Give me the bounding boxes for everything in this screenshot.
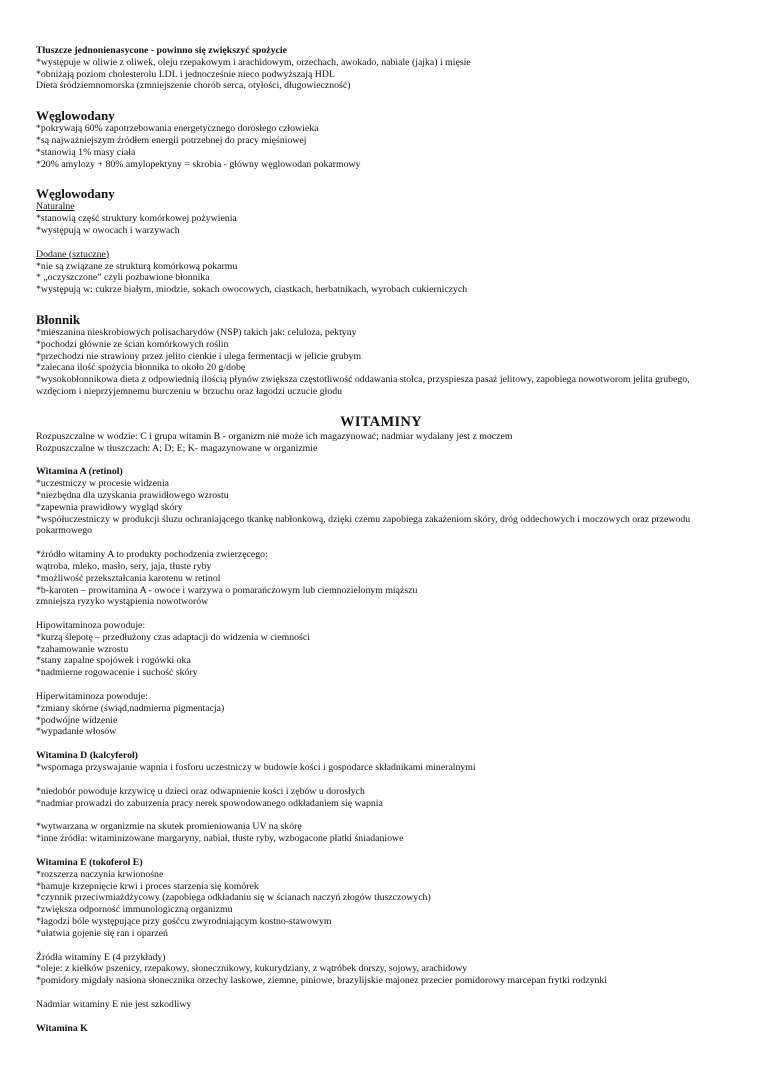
text-line: *zwiększa odporność immunologiczną organizmu <box>36 904 233 916</box>
text-line: *źródło witaminy A to produkty pochodzenia zwierzęcego: <box>36 549 268 561</box>
text-paragraph: *współuczestniczy w produkcji śluzu ochraniającego tkankę nabłonkową, dzięki czemu zapobiega zakażeniom skóry, dróg oddechowych i moczowych oraz przewodu pokarmowego <box>36 513 691 537</box>
subheading-added: Dodane (sztuczne) <box>36 248 110 260</box>
text-line: *zalecana ilość spożycia błonnika to około 20 g/dobę <box>36 362 246 374</box>
heading-vitamin-k: Witamina K <box>36 1022 88 1034</box>
text-line: *20% amylozy + 80% amylopektyny = skrobia - główny węglowodan pokarmowy <box>36 158 361 170</box>
text-line: Hipowitaminoza powoduje: <box>36 620 146 632</box>
text-line: *możliwość przekształcania karotenu w retinol <box>36 572 221 584</box>
text-line: *wypadanie włosów <box>36 726 117 738</box>
text-line: *wytwarzana w organizmie na skutek promieniowania UV na skórę <box>36 821 302 833</box>
text-line: Rozpuszczalne w tłuszczach: A; D; E; K- magazynowane w organizmie <box>36 442 318 454</box>
text-line: Nadmiar witaminy E nie jest szkodliwy <box>36 999 192 1011</box>
heading-carbohydrates-types: Węglowodany <box>36 186 115 202</box>
text-line: Źródła witaminy E (4 przykłady) <box>36 951 166 963</box>
text-line: *zmiany skórne (świąd,nadmierna pigmentacja) <box>36 702 225 714</box>
heading-carbohydrates: Węglowodany <box>36 108 115 124</box>
text-line: zmniejsza ryzyko wystąpienia nowotworów <box>36 596 209 608</box>
text-line: *pokrywają 60% zapotrzebowania energetycznego dorosłego człowieka <box>36 123 319 135</box>
text-line: *obniżają poziom cholesterolu LDL i jednocześnie nieco podwyższają HDL <box>36 68 335 80</box>
text-line: *stany zapalne spojówek i rogówki oka <box>36 655 191 667</box>
text-line: *pochodzi głównie ze ścian komórkowych roślin <box>36 338 229 350</box>
text-line: *niezbędna dla uzyskania prawidłowego wzrostu <box>36 489 229 501</box>
text-line: *mieszanina nieskrobiowych polisacharydów (NSP) takich jak: celuloza, pektyny <box>36 326 357 338</box>
text-line: *zapewnia prawidłowy wygląd skóry <box>36 501 183 513</box>
text-line: *podwójne widzenie <box>36 714 118 726</box>
text-line: *oleje: z kiełków pszenicy, rzepakowy, słonecznikowy, kukurydziany, z wątróbek dorszy, sojowy, arachidowy <box>36 963 468 975</box>
text-line: Dieta śródziemnomorska (zmniejszenie chorób serca, otyłości, długowieczność) <box>36 80 351 92</box>
text-line: *uczestniczy w procesie widzenia <box>36 478 170 490</box>
text-line: *inne źródła: witaminizowane margaryny, nabiał, tłuste ryby, wzbogacone płatki śniadaniowe <box>36 833 404 845</box>
document-page <box>36 45 726 1035</box>
text-line: *zahamowanie wzrostu <box>36 643 129 655</box>
heading-vitamin-a: Witamina A (retinol) <box>36 466 123 478</box>
text-line: *łagodzi bóle występujące przy gośćcu zwyrodniającym kostno-stawowym <box>36 916 332 928</box>
section-title-monounsaturated-fats: Tłuszcze jednonienasycone - powinno się zwiększyć spożycie <box>36 45 287 56</box>
text-line: Rozpuszczalne w wodzie: C i grupa witamin B - organizm nie może ich magazynować; nadmiar wydalany jest z moczem <box>36 430 513 442</box>
text-paragraph: *wysokobłonnikowa dieta z odpowiednią ilością płynów zwiększa częstotliwość oddawania stolca, przyspiesza pasaż jelitowy, zapobiega nowotworom jelita grubego, wzdęciom i nieprzyjemnemu burczeniu w brzuchu oraz łagodzi uczucie głodu <box>36 374 690 397</box>
text-line: wątroba, mleko, masło, sery, jaja, tłuste ryby <box>36 560 212 572</box>
text-line: *pomidory migdały nasiona słonecznika orzechy laskowe, ziemne, piniowe, brazylijskie majonez przecier pomidorowy marcepan frytki rodzynki <box>36 975 608 987</box>
text-line: Hiperwitaminoza powoduje: <box>36 691 148 703</box>
text-line: * „oczyszczone” czyli pozbawione błonnika <box>36 272 210 284</box>
text-line: *występują w owocach i warzywach <box>36 224 180 236</box>
text-line: *nadmiar prowadzi do zaburzenia pracy nerek spowodowanego odkładaniem się wapnia <box>36 797 383 809</box>
text-line: *stanowią 1% masy ciała <box>36 146 136 158</box>
text-line: *wspomaga przyswajanie wapnia i fosforu uczestniczy w budowie kości i gospodarce składnikami mineralnymi <box>36 762 476 774</box>
text-line: *ułatwia gojenie się ran i oparzeń <box>36 927 168 939</box>
text-line: *b-karoten – prowitamina A - owoce i warzywa o pomarańczowym lub ciemnozielonym miąższu <box>36 584 418 596</box>
text-line: *kurzą ślepotę – przedłużony czas adaptacji do widzenia w ciemności <box>36 631 310 643</box>
text-line: *występuje w oliwie z oliwek, oleju rzepakowym i arachidowym, orzechach, awokado, nabiale (jajka) i mięsie <box>36 56 471 68</box>
text-line: *nadmierne rogowacenie i suchość skóry <box>36 667 198 679</box>
subheading-natural: Naturalne <box>36 201 75 213</box>
text-line: *czynnik przeciwmiażdżycowy (zapobiega odkładaniu się w ścianach naczyń złogów tłuszczowych) <box>36 892 431 904</box>
text-line: *są najważniejszym źródłem energii potrzebnej do pracy mięśniowej <box>36 134 307 146</box>
text-line: *stanowią część struktury komórkowej pożywienia <box>36 213 237 225</box>
text-line: *hamuje krzepnięcie krwi i proces starzenia się komórek <box>36 880 259 892</box>
text-line: *niedobór powoduje krzywicę u dzieci oraz odwapnienie kości i zębów u dorosłych <box>36 785 365 797</box>
heading-vitamin-d: Witamina D (kalcyferol) <box>36 750 138 762</box>
text-line: *występują w: cukrze białym, miodzie, sokach owocowych, ciastkach, herbatnikach, wyrobach cukierniczych <box>36 284 468 296</box>
text-line: *nie są związane ze strukturą komórkową pokarmu <box>36 260 238 272</box>
title-vitamins: WITAMINY <box>340 413 422 430</box>
heading-vitamin-e: Witamina E (tokoferol E) <box>36 857 143 869</box>
text-line: *przechodzi nie strawiony przez jelito cienkie i ulega fermentacji w jelicie grubym <box>36 350 362 362</box>
text-line: *rozszerza naczynia krwionośne <box>36 868 164 880</box>
heading-fiber: Błonnik <box>36 311 81 327</box>
